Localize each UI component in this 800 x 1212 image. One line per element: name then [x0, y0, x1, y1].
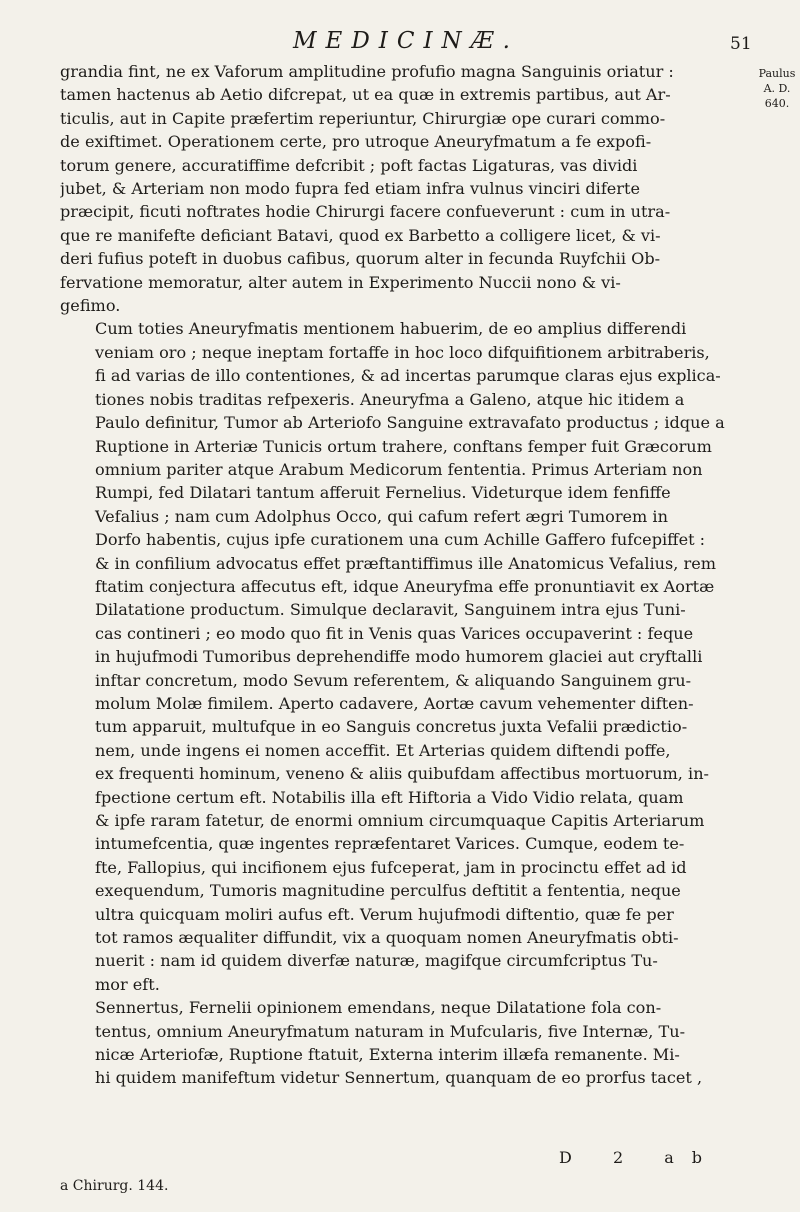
text-line: ticulis, aut in Capite præfertim reperiuntur, Chirurgiæ ope curari commo- — [60, 108, 666, 128]
text-line: Cum toties Aneuryfmatis mentionem habuerim, de eo amplius differendi — [95, 319, 687, 339]
text-line: tot ramos æqualiter diffundit, vix a quoquam nomen Aneuryfmatis obti- — [95, 928, 679, 948]
text-line: veniam oro ; neque ineptam fortaffe in hoc loco difquifitionem arbitraberis, — [95, 342, 710, 362]
text-line: Rumpi, fed Dilatari tantum afferuit Fernelius. Videturque idem fenfiffe — [95, 483, 671, 503]
text-line: Dilatatione productum. Simulque declaravit, Sanguinem intra ejus Tuni- — [95, 600, 686, 620]
text-line: fervatione memoratur, alter autem in Experimento Nuccii nono & vi- — [60, 272, 621, 292]
text-line: Dorfo habentis, cujus ipfe curationem una cum Achille Gaffero fufcepiffet : — [95, 530, 706, 550]
text-line: intumefcentia, quæ ingentes repræfentaret Varices. Cumque, eodem te- — [95, 834, 685, 854]
text-line: fi ad varias de illo contentiones, & ad incertas parumque claras ejus explica- — [95, 366, 721, 386]
text-line: tentus, omnium Aneuryfmatum naturam in Mufcularis, five Internæ, Tu- — [95, 1021, 686, 1041]
paragraph-2 — [60, 317, 750, 996]
text-line: ex frequenti hominum, veneno & aliis quibufdam affectibus mortuorum, in- — [95, 764, 709, 784]
margin-note-author: Paulus — [758, 67, 796, 80]
text-line: cas contineri ; eo modo quo fit in Venis quas Varices occupaverint : feque — [95, 623, 694, 643]
text-line: & in confilium advocatus effet præftantiffimus ille Anatomicus Vefalius, rem — [95, 553, 716, 573]
text-line: de exiftimet. Operationem certe, pro utroque Aneuryfmatum a fe expofi- — [60, 132, 652, 152]
text-line: exequendum, Tumoris magnitudine perculfus deftitit a fententia, neque — [95, 881, 681, 901]
paragraph-1 — [60, 60, 750, 317]
text-line: nicæ Arteriofæ, Ruptione ftatuit, Externa interim illæfa remanente. Mi- — [95, 1045, 680, 1065]
text-line: & ipfe raram fatetur, de enormi omnium circumquaque Capitis Arteriarum — [95, 811, 705, 830]
text-line: præcipit, ficuti noftrates hodie Chirurgi facere confueverunt : cum in utra- — [60, 202, 671, 222]
catchword: D 2 ab — [559, 1148, 720, 1167]
margin-note-year: 640. — [764, 97, 790, 110]
text-line: Ruptione in Arteriæ Tunicis ortum trahere, conftans femper fuit Græcorum — [95, 436, 712, 456]
margin-note — [755, 66, 799, 111]
text-line: que re manifefte deficiant Batavi, quod ex Barbetto a colligere licet, & vi- — [60, 225, 661, 245]
text-line: tiones nobis traditas refpexeris. Aneuryfma a Galeno, atque hic itidem a — [95, 389, 685, 409]
text-line: ftatim conjectura affecutus eft, idque Aneuryfma effe pronuntiavit ex Aortæ — [95, 576, 715, 596]
text-line: fpectione certum eft. Notabilis illa eft Hiftoria a Vido Vidio relata, quam — [95, 787, 684, 807]
text-line: omnium pariter atque Arabum Medicorum fententia. Primus Arteriam non — [95, 459, 703, 479]
text-line: Sennertus, Fernelii opinionem emendans, neque Dilatatione fola con- — [95, 998, 662, 1018]
text-line: inftar concretum, modo Sevum referentem, & aliquando Sanguinem gru- — [95, 670, 692, 690]
text-line: grandia fint, ne ex Vaforum amplitudine profufio magna Sanguinis oriatur : — [60, 62, 674, 81]
text-line: Paulo definitur, Tumor ab Arteriofo Sanguine extravafato productus ; idque a — [95, 413, 725, 433]
footnote: a Chirurg. 144. — [60, 1178, 169, 1194]
text-line: mor eft. — [95, 974, 160, 994]
text-line: hi quidem manifeftum videtur Sennertum, quanquam de eo prorfus tacet , — [95, 1068, 703, 1088]
running-title: MEDICINÆ. — [292, 28, 519, 54]
page-number: 51 — [730, 34, 752, 54]
text-line: gefimo. — [60, 296, 121, 316]
text-line: ultra quicquam moliri aufus eft. Verum hujufmodi diftentio, quæ fe per — [95, 904, 674, 924]
text-line: nem, unde ingens ei nomen acceffit. Et Arterias quidem diftendi poffe, — [95, 740, 671, 760]
text-line: Vefalius ; nam cum Adolphus Occo, qui cafum refert ægri Tumorem in — [95, 506, 668, 526]
text-line: nuerit : nam id quidem diverfæ naturæ, magifque circumfcriptus Tu- — [95, 951, 658, 971]
text-line: in hujufmodi Tumoribus deprehendiffe modo humorem glaciei aut cryftalli — [95, 647, 703, 667]
text-line: torum genere, accuratiffime defcribit ; poft factas Ligaturas, vas dividi — [60, 155, 638, 175]
body-text — [60, 60, 750, 1090]
margin-note-era: A. D. — [763, 82, 791, 95]
text-line: tamen hactenus ab Aetio difcrepat, ut ea quæ in extremis partibus, aut Ar- — [60, 85, 671, 105]
text-line: fte, Fallopius, qui incifionem ejus fufceperat, jam in procinctu effet ad id — [95, 857, 687, 877]
paragraph-3 — [60, 996, 750, 1090]
text-line: jubet, & Arteriam non modo fupra fed etiam infra vulnus vinciri diferte — [60, 179, 640, 199]
text-line: tum apparuit, multufque in eo Sanguis concretus juxta Vefalii prædictio- — [95, 717, 688, 737]
text-line: molum Molæ fimilem. Aperto cadavere, Aortæ cavum vehementer diften- — [95, 693, 694, 713]
text-line: deri fufius poteft in duobus cafibus, quorum alter in fecunda Ruyfchii Ob- — [60, 249, 661, 269]
